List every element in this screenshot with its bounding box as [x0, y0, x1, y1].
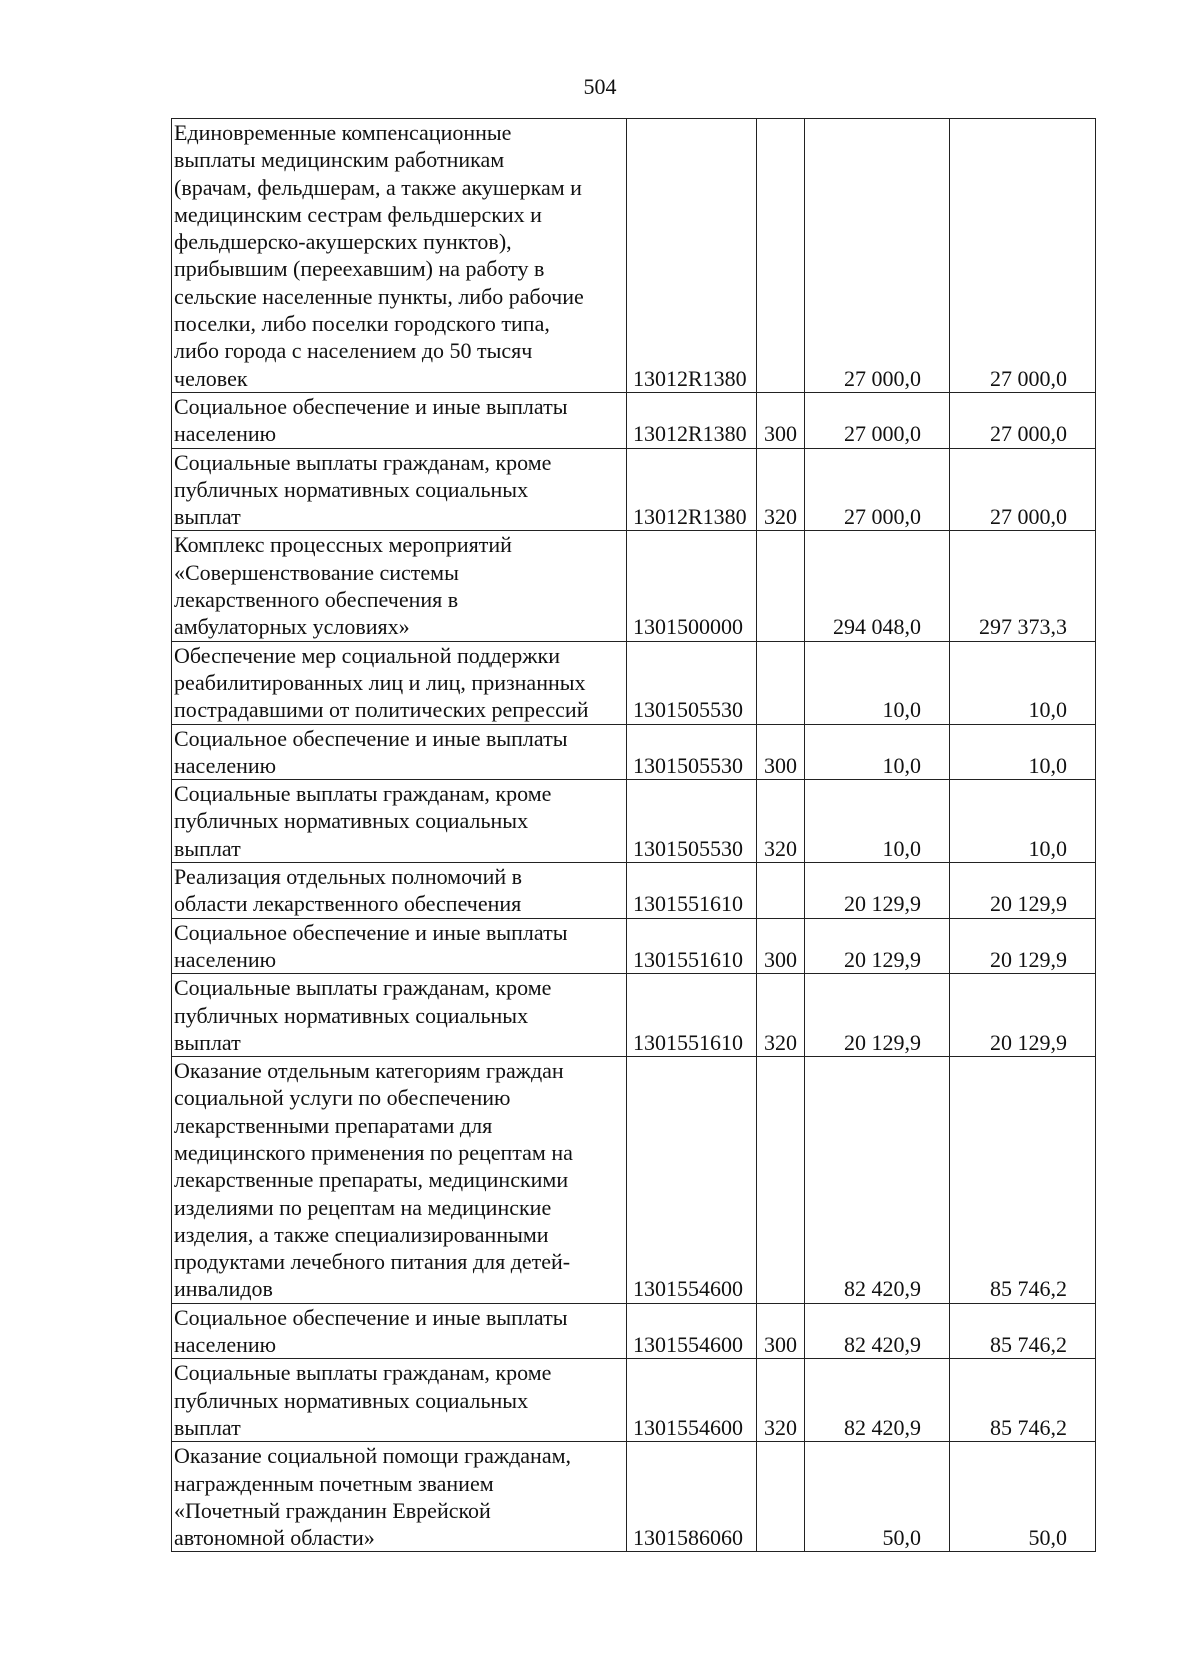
row-sum-year-2: 27 000,0: [950, 119, 1096, 393]
table-row: [172, 1057, 1096, 1304]
row-sum-year-1: 294 048,0: [805, 531, 950, 641]
budget-table: [171, 118, 1096, 1552]
row-kind: 320: [757, 780, 805, 863]
row-kind: 300: [757, 724, 805, 780]
row-name: Комплекс процессных мероприятий «Совершенствование системы лекарственного обеспечения в амбулаторных условиях»: [172, 531, 627, 641]
row-name: Оказание социальной помощи гражданам, награжденным почетным званием «Почетный гражданин Еврейской автономной области»: [172, 1442, 627, 1552]
row-sum-year-2: 85 746,2: [950, 1303, 1096, 1359]
row-sum-year-1: 82 420,9: [805, 1359, 950, 1442]
table-row: [172, 448, 1096, 531]
row-kind: [757, 1057, 805, 1304]
row-name: Социальное обеспечение и иные выплаты населению: [172, 1303, 627, 1359]
row-name: Социальные выплаты гражданам, кроме публичных нормативных социальных выплат: [172, 974, 627, 1057]
row-sum-year-2: 10,0: [950, 641, 1096, 724]
row-sum-year-2: 10,0: [950, 724, 1096, 780]
row-sum-year-2: 85 746,2: [950, 1057, 1096, 1304]
row-sum-year-2: 20 129,9: [950, 863, 1096, 919]
row-sum-year-1: 10,0: [805, 641, 950, 724]
row-code: 1301500000: [627, 531, 757, 641]
row-sum-year-2: 10,0: [950, 780, 1096, 863]
row-sum-year-2: 85 746,2: [950, 1359, 1096, 1442]
row-sum-year-2: 50,0: [950, 1442, 1096, 1552]
row-sum-year-2: 27 000,0: [950, 448, 1096, 531]
row-code: 1301551610: [627, 974, 757, 1057]
table-row: [172, 863, 1096, 919]
row-name: Социальные выплаты гражданам, кроме публичных нормативных социальных выплат: [172, 1359, 627, 1442]
row-code: 1301551610: [627, 863, 757, 919]
table-row: [172, 780, 1096, 863]
row-kind: 300: [757, 1303, 805, 1359]
table-row: [172, 641, 1096, 724]
table-row: [172, 1303, 1096, 1359]
row-sum-year-1: 82 420,9: [805, 1057, 950, 1304]
row-kind: 320: [757, 974, 805, 1057]
row-sum-year-1: 10,0: [805, 724, 950, 780]
table-row: [172, 918, 1096, 974]
row-name: Социальное обеспечение и иные выплаты населению: [172, 724, 627, 780]
row-sum-year-1: 27 000,0: [805, 448, 950, 531]
row-name: Единовременные компенсационные выплаты медицинским работникам (врачам, фельдшерам, а также акушеркам и медицинским сестрам фельдшерских и фельдшерско-акушерских пунктов), прибывшим (переехавшим) на работу в сельские населенные пункты, либо рабочие поселки, либо поселки городского типа, либо города с населением до 50 тысяч человек: [172, 119, 627, 393]
row-code: 13012R1380: [627, 392, 757, 448]
row-code: 1301505530: [627, 724, 757, 780]
row-sum-year-1: 27 000,0: [805, 119, 950, 393]
row-kind: [757, 863, 805, 919]
row-name: Социальное обеспечение и иные выплаты населению: [172, 392, 627, 448]
row-sum-year-1: 50,0: [805, 1442, 950, 1552]
row-name: Социальные выплаты гражданам, кроме публичных нормативных социальных выплат: [172, 780, 627, 863]
row-sum-year-2: 20 129,9: [950, 974, 1096, 1057]
row-code: 13012R1380: [627, 448, 757, 531]
row-code: 1301586060: [627, 1442, 757, 1552]
row-name: Социальные выплаты гражданам, кроме публичных нормативных социальных выплат: [172, 448, 627, 531]
row-code: 1301554600: [627, 1057, 757, 1304]
row-name: Обеспечение мер социальной поддержки реабилитированных лиц и лиц, признанных пострадавшими от политических репрессий: [172, 641, 627, 724]
row-sum-year-2: 27 000,0: [950, 392, 1096, 448]
row-code: 13012R1380: [627, 119, 757, 393]
row-code: 1301551610: [627, 918, 757, 974]
row-code: 1301505530: [627, 641, 757, 724]
table-row: [172, 724, 1096, 780]
row-code: 1301554600: [627, 1359, 757, 1442]
row-sum-year-1: 20 129,9: [805, 918, 950, 974]
row-name: Реализация отдельных полномочий в области лекарственного обеспечения: [172, 863, 627, 919]
row-sum-year-1: 82 420,9: [805, 1303, 950, 1359]
table-row: [172, 119, 1096, 393]
table-row: [172, 392, 1096, 448]
table-row: [172, 974, 1096, 1057]
row-sum-year-1: 20 129,9: [805, 974, 950, 1057]
row-kind: [757, 641, 805, 724]
row-sum-year-2: 297 373,3: [950, 531, 1096, 641]
page-number: 504: [583, 74, 617, 99]
row-name: Социальное обеспечение и иные выплаты населению: [172, 918, 627, 974]
row-kind: 300: [757, 918, 805, 974]
row-sum-year-2: 20 129,9: [950, 918, 1096, 974]
row-kind: [757, 1442, 805, 1552]
row-kind: [757, 119, 805, 393]
row-kind: 300: [757, 392, 805, 448]
table-row: [172, 1442, 1096, 1552]
row-sum-year-1: 27 000,0: [805, 392, 950, 448]
row-sum-year-1: 20 129,9: [805, 863, 950, 919]
row-kind: [757, 531, 805, 641]
row-code: 1301554600: [627, 1303, 757, 1359]
row-code: 1301505530: [627, 780, 757, 863]
table-row: [172, 1359, 1096, 1442]
row-kind: 320: [757, 1359, 805, 1442]
table-row: [172, 531, 1096, 641]
row-name: Оказание отдельным категориям граждан социальной услуги по обеспечению лекарственными препаратами для медицинского применения по рецептам на лекарственные препараты, медицинскими изделиями по рецептам на медицинские изделия, а также специализированными продуктами лечебного питания для детей- инвалидов: [172, 1057, 627, 1304]
row-sum-year-1: 10,0: [805, 780, 950, 863]
row-kind: 320: [757, 448, 805, 531]
